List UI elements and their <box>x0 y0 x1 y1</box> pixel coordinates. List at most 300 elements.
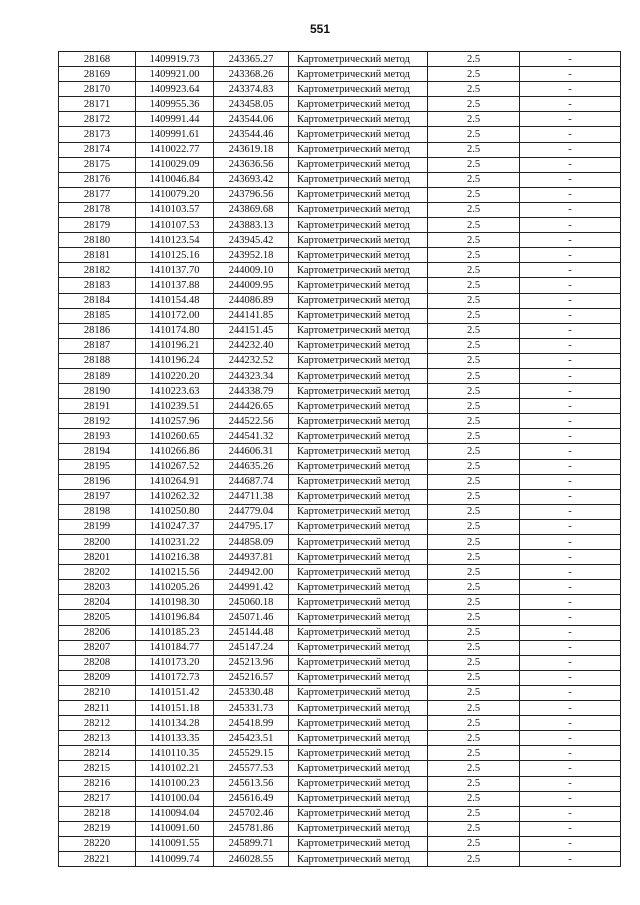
y-coordinate-cell: 243636.56 <box>214 157 289 172</box>
method-cell: Картометрический метод <box>289 323 428 338</box>
description-cell: - <box>520 52 621 67</box>
table-row <box>59 323 621 338</box>
accuracy-cell: 2.5 <box>428 414 520 429</box>
method-cell: Картометрический метод <box>289 429 428 444</box>
description-cell: - <box>520 202 621 217</box>
description-cell: - <box>520 655 621 670</box>
accuracy-cell: 2.5 <box>428 731 520 746</box>
accuracy-cell: 2.5 <box>428 263 520 278</box>
table-row <box>59 791 621 806</box>
accuracy-cell: 2.5 <box>428 384 520 399</box>
method-cell: Картометрический метод <box>289 625 428 640</box>
method-cell: Картометрический метод <box>289 218 428 233</box>
accuracy-cell: 2.5 <box>428 791 520 806</box>
accuracy-cell: 2.5 <box>428 142 520 157</box>
accuracy-cell: 2.5 <box>428 399 520 414</box>
x-coordinate-cell: 1410123.54 <box>136 233 214 248</box>
x-coordinate-cell: 1410094.04 <box>136 806 214 821</box>
table-row <box>59 655 621 670</box>
x-coordinate-cell: 1410196.21 <box>136 338 214 353</box>
x-coordinate-cell: 1409923.64 <box>136 82 214 97</box>
accuracy-cell: 2.5 <box>428 459 520 474</box>
method-cell: Картометрический метод <box>289 338 428 353</box>
table-row <box>59 550 621 565</box>
point-number-cell: 28193 <box>59 429 136 444</box>
table-row <box>59 535 621 550</box>
accuracy-cell: 2.5 <box>428 82 520 97</box>
method-cell: Картометрический метод <box>289 851 428 866</box>
table-row <box>59 278 621 293</box>
table-row <box>59 821 621 836</box>
method-cell: Картометрический метод <box>289 761 428 776</box>
method-cell: Картометрический метод <box>289 716 428 731</box>
y-coordinate-cell: 244711.38 <box>214 489 289 504</box>
description-cell: - <box>520 821 621 836</box>
y-coordinate-cell: 243374.83 <box>214 82 289 97</box>
accuracy-cell: 2.5 <box>428 580 520 595</box>
table-row <box>59 580 621 595</box>
method-cell: Картометрический метод <box>289 233 428 248</box>
method-cell: Картометрический метод <box>289 580 428 595</box>
description-cell: - <box>520 399 621 414</box>
method-cell: Картометрический метод <box>289 142 428 157</box>
point-number-cell: 28216 <box>59 776 136 791</box>
description-cell: - <box>520 731 621 746</box>
x-coordinate-cell: 1410125.16 <box>136 248 214 263</box>
table-row <box>59 202 621 217</box>
y-coordinate-cell: 244232.52 <box>214 353 289 368</box>
x-coordinate-cell: 1410185.23 <box>136 625 214 640</box>
method-cell: Картометрический метод <box>289 248 428 263</box>
table-row <box>59 233 621 248</box>
accuracy-cell: 2.5 <box>428 308 520 323</box>
x-coordinate-cell: 1410022.77 <box>136 142 214 157</box>
y-coordinate-cell: 245577.53 <box>214 761 289 776</box>
point-number-cell: 28173 <box>59 127 136 142</box>
accuracy-cell: 2.5 <box>428 610 520 625</box>
table-row <box>59 338 621 353</box>
method-cell: Картометрический метод <box>289 519 428 534</box>
description-cell: - <box>520 550 621 565</box>
point-number-cell: 28170 <box>59 82 136 97</box>
description-cell: - <box>520 625 621 640</box>
point-number-cell: 28204 <box>59 595 136 610</box>
point-number-cell: 28180 <box>59 233 136 248</box>
x-coordinate-cell: 1409991.44 <box>136 112 214 127</box>
x-coordinate-cell: 1410223.63 <box>136 384 214 399</box>
point-number-cell: 28186 <box>59 323 136 338</box>
point-number-cell: 28217 <box>59 791 136 806</box>
point-number-cell: 28185 <box>59 308 136 323</box>
y-coordinate-cell: 245613.56 <box>214 776 289 791</box>
point-number-cell: 28181 <box>59 248 136 263</box>
description-cell: - <box>520 595 621 610</box>
y-coordinate-cell: 244541.32 <box>214 429 289 444</box>
table-row <box>59 82 621 97</box>
x-coordinate-cell: 1410250.80 <box>136 504 214 519</box>
table-row <box>59 731 621 746</box>
description-cell: - <box>520 851 621 866</box>
accuracy-cell: 2.5 <box>428 97 520 112</box>
table-row <box>59 368 621 383</box>
x-coordinate-cell: 1410196.84 <box>136 610 214 625</box>
x-coordinate-cell: 1410046.84 <box>136 172 214 187</box>
accuracy-cell: 2.5 <box>428 127 520 142</box>
description-cell: - <box>520 806 621 821</box>
description-cell: - <box>520 429 621 444</box>
table-row <box>59 746 621 761</box>
accuracy-cell: 2.5 <box>428 685 520 700</box>
x-coordinate-cell: 1410264.91 <box>136 474 214 489</box>
method-cell: Картометрический метод <box>289 293 428 308</box>
accuracy-cell: 2.5 <box>428 429 520 444</box>
point-number-cell: 28202 <box>59 565 136 580</box>
y-coordinate-cell: 245071.46 <box>214 610 289 625</box>
y-coordinate-cell: 244779.04 <box>214 504 289 519</box>
x-coordinate-cell: 1410173.20 <box>136 655 214 670</box>
description-cell: - <box>520 248 621 263</box>
point-number-cell: 28205 <box>59 610 136 625</box>
y-coordinate-cell: 243458.05 <box>214 97 289 112</box>
table-row <box>59 248 621 263</box>
y-coordinate-cell: 244942.00 <box>214 565 289 580</box>
point-number-cell: 28212 <box>59 716 136 731</box>
accuracy-cell: 2.5 <box>428 293 520 308</box>
x-coordinate-cell: 1410172.00 <box>136 308 214 323</box>
table-row <box>59 806 621 821</box>
x-coordinate-cell: 1410137.88 <box>136 278 214 293</box>
y-coordinate-cell: 244606.31 <box>214 444 289 459</box>
method-cell: Картометрический метод <box>289 308 428 323</box>
method-cell: Картометрический метод <box>289 67 428 82</box>
x-coordinate-cell: 1410029.09 <box>136 157 214 172</box>
point-number-cell: 28190 <box>59 384 136 399</box>
method-cell: Картометрический метод <box>289 791 428 806</box>
method-cell: Картометрический метод <box>289 655 428 670</box>
method-cell: Картометрический метод <box>289 565 428 580</box>
table-row <box>59 459 621 474</box>
method-cell: Картометрический метод <box>289 640 428 655</box>
accuracy-cell: 2.5 <box>428 640 520 655</box>
method-cell: Картометрический метод <box>289 112 428 127</box>
accuracy-cell: 2.5 <box>428 836 520 851</box>
point-number-cell: 28207 <box>59 640 136 655</box>
accuracy-cell: 2.5 <box>428 218 520 233</box>
y-coordinate-cell: 246028.55 <box>214 851 289 866</box>
description-cell: - <box>520 67 621 82</box>
point-number-cell: 28203 <box>59 580 136 595</box>
x-coordinate-cell: 1410079.20 <box>136 187 214 202</box>
point-number-cell: 28200 <box>59 535 136 550</box>
point-number-cell: 28195 <box>59 459 136 474</box>
x-coordinate-cell: 1409921.00 <box>136 67 214 82</box>
y-coordinate-cell: 244991.42 <box>214 580 289 595</box>
point-number-cell: 28220 <box>59 836 136 851</box>
y-coordinate-cell: 244323.34 <box>214 368 289 383</box>
method-cell: Картометрический метод <box>289 746 428 761</box>
accuracy-cell: 2.5 <box>428 565 520 580</box>
y-coordinate-cell: 245330.48 <box>214 685 289 700</box>
description-cell: - <box>520 308 621 323</box>
table-row <box>59 489 621 504</box>
method-cell: Картометрический метод <box>289 836 428 851</box>
method-cell: Картометрический метод <box>289 701 428 716</box>
table-row <box>59 157 621 172</box>
table-row <box>59 293 621 308</box>
point-number-cell: 28210 <box>59 685 136 700</box>
table-row <box>59 851 621 866</box>
accuracy-cell: 2.5 <box>428 716 520 731</box>
x-coordinate-cell: 1410198.30 <box>136 595 214 610</box>
y-coordinate-cell: 245423.51 <box>214 731 289 746</box>
y-coordinate-cell: 243619.18 <box>214 142 289 157</box>
y-coordinate-cell: 245331.73 <box>214 701 289 716</box>
point-number-cell: 28189 <box>59 368 136 383</box>
accuracy-cell: 2.5 <box>428 248 520 263</box>
method-cell: Картометрический метод <box>289 399 428 414</box>
table-row <box>59 640 621 655</box>
y-coordinate-cell: 244635.26 <box>214 459 289 474</box>
point-number-cell: 28213 <box>59 731 136 746</box>
description-cell: - <box>520 414 621 429</box>
accuracy-cell: 2.5 <box>428 489 520 504</box>
accuracy-cell: 2.5 <box>428 746 520 761</box>
y-coordinate-cell: 243544.46 <box>214 127 289 142</box>
accuracy-cell: 2.5 <box>428 368 520 383</box>
method-cell: Картометрический метод <box>289 157 428 172</box>
x-coordinate-cell: 1409955.36 <box>136 97 214 112</box>
point-number-cell: 28169 <box>59 67 136 82</box>
y-coordinate-cell: 245702.46 <box>214 806 289 821</box>
description-cell: - <box>520 565 621 580</box>
point-number-cell: 28211 <box>59 701 136 716</box>
x-coordinate-cell: 1410262.32 <box>136 489 214 504</box>
method-cell: Картометрический метод <box>289 474 428 489</box>
accuracy-cell: 2.5 <box>428 595 520 610</box>
x-coordinate-cell: 1410247.37 <box>136 519 214 534</box>
x-coordinate-cell: 1409919.73 <box>136 52 214 67</box>
accuracy-cell: 2.5 <box>428 187 520 202</box>
method-cell: Картометрический метод <box>289 384 428 399</box>
method-cell: Картометрический метод <box>289 82 428 97</box>
table-row <box>59 142 621 157</box>
x-coordinate-cell: 1410267.52 <box>136 459 214 474</box>
point-number-cell: 28174 <box>59 142 136 157</box>
method-cell: Картометрический метод <box>289 610 428 625</box>
table-row <box>59 776 621 791</box>
y-coordinate-cell: 245213.96 <box>214 655 289 670</box>
accuracy-cell: 2.5 <box>428 821 520 836</box>
method-cell: Картометрический метод <box>289 685 428 700</box>
point-number-cell: 28218 <box>59 806 136 821</box>
point-number-cell: 28206 <box>59 625 136 640</box>
y-coordinate-cell: 244232.40 <box>214 338 289 353</box>
accuracy-cell: 2.5 <box>428 625 520 640</box>
description-cell: - <box>520 263 621 278</box>
method-cell: Картометрический метод <box>289 444 428 459</box>
description-cell: - <box>520 142 621 157</box>
point-number-cell: 28172 <box>59 112 136 127</box>
y-coordinate-cell: 243869.68 <box>214 202 289 217</box>
table-row <box>59 414 621 429</box>
description-cell: - <box>520 716 621 731</box>
description-cell: - <box>520 685 621 700</box>
y-coordinate-cell: 244086.89 <box>214 293 289 308</box>
table-row <box>59 67 621 82</box>
table-row <box>59 112 621 127</box>
table-row <box>59 595 621 610</box>
description-cell: - <box>520 791 621 806</box>
x-coordinate-cell: 1410154.48 <box>136 293 214 308</box>
accuracy-cell: 2.5 <box>428 444 520 459</box>
description-cell: - <box>520 187 621 202</box>
table-row <box>59 187 621 202</box>
accuracy-cell: 2.5 <box>428 776 520 791</box>
description-cell: - <box>520 836 621 851</box>
x-coordinate-cell: 1410137.70 <box>136 263 214 278</box>
y-coordinate-cell: 243796.56 <box>214 187 289 202</box>
method-cell: Картометрический метод <box>289 172 428 187</box>
x-coordinate-cell: 1410134.28 <box>136 716 214 731</box>
table-row <box>59 218 621 233</box>
description-cell: - <box>520 368 621 383</box>
method-cell: Картометрический метод <box>289 806 428 821</box>
x-coordinate-cell: 1410220.20 <box>136 368 214 383</box>
description-cell: - <box>520 338 621 353</box>
x-coordinate-cell: 1410091.60 <box>136 821 214 836</box>
x-coordinate-cell: 1410174.80 <box>136 323 214 338</box>
method-cell: Картометрический метод <box>289 127 428 142</box>
description-cell: - <box>520 489 621 504</box>
method-cell: Картометрический метод <box>289 187 428 202</box>
method-cell: Картометрический метод <box>289 368 428 383</box>
point-number-cell: 28177 <box>59 187 136 202</box>
point-number-cell: 28196 <box>59 474 136 489</box>
method-cell: Картометрический метод <box>289 670 428 685</box>
description-cell: - <box>520 157 621 172</box>
description-cell: - <box>520 776 621 791</box>
description-cell: - <box>520 610 621 625</box>
y-coordinate-cell: 244426.65 <box>214 399 289 414</box>
y-coordinate-cell: 244009.10 <box>214 263 289 278</box>
table-row <box>59 761 621 776</box>
x-coordinate-cell: 1410110.35 <box>136 746 214 761</box>
description-cell: - <box>520 761 621 776</box>
x-coordinate-cell: 1410196.24 <box>136 353 214 368</box>
point-number-cell: 28192 <box>59 414 136 429</box>
y-coordinate-cell: 245899.71 <box>214 836 289 851</box>
x-coordinate-cell: 1410184.77 <box>136 640 214 655</box>
point-number-cell: 28182 <box>59 263 136 278</box>
point-number-cell: 28215 <box>59 761 136 776</box>
method-cell: Картометрический метод <box>289 535 428 550</box>
y-coordinate-cell: 244009.95 <box>214 278 289 293</box>
description-cell: - <box>520 746 621 761</box>
x-coordinate-cell: 1410102.21 <box>136 761 214 776</box>
x-coordinate-cell: 1410151.42 <box>136 685 214 700</box>
accuracy-cell: 2.5 <box>428 233 520 248</box>
x-coordinate-cell: 1410216.38 <box>136 550 214 565</box>
method-cell: Картометрический метод <box>289 459 428 474</box>
description-cell: - <box>520 519 621 534</box>
x-coordinate-cell: 1410100.04 <box>136 791 214 806</box>
accuracy-cell: 2.5 <box>428 806 520 821</box>
accuracy-cell: 2.5 <box>428 519 520 534</box>
description-cell: - <box>520 701 621 716</box>
y-coordinate-cell: 243368.26 <box>214 67 289 82</box>
table-row <box>59 399 621 414</box>
x-coordinate-cell: 1410266.86 <box>136 444 214 459</box>
method-cell: Картометрический метод <box>289 353 428 368</box>
method-cell: Картометрический метод <box>289 202 428 217</box>
method-cell: Картометрический метод <box>289 263 428 278</box>
x-coordinate-cell: 1410257.96 <box>136 414 214 429</box>
table-row <box>59 172 621 187</box>
x-coordinate-cell: 1410107.53 <box>136 218 214 233</box>
table-row <box>59 127 621 142</box>
description-cell: - <box>520 112 621 127</box>
y-coordinate-cell: 244338.79 <box>214 384 289 399</box>
table-row <box>59 610 621 625</box>
description-cell: - <box>520 670 621 685</box>
coordinates-table-body <box>59 52 621 867</box>
method-cell: Картометрический метод <box>289 776 428 791</box>
y-coordinate-cell: 245529.15 <box>214 746 289 761</box>
table-row <box>59 701 621 716</box>
point-number-cell: 28188 <box>59 353 136 368</box>
description-cell: - <box>520 640 621 655</box>
point-number-cell: 28171 <box>59 97 136 112</box>
accuracy-cell: 2.5 <box>428 323 520 338</box>
x-coordinate-cell: 1410099.74 <box>136 851 214 866</box>
table-row <box>59 308 621 323</box>
point-number-cell: 28197 <box>59 489 136 504</box>
point-number-cell: 28168 <box>59 52 136 67</box>
method-cell: Картометрический метод <box>289 52 428 67</box>
point-number-cell: 28178 <box>59 202 136 217</box>
table-row <box>59 670 621 685</box>
description-cell: - <box>520 82 621 97</box>
description-cell: - <box>520 293 621 308</box>
description-cell: - <box>520 444 621 459</box>
x-coordinate-cell: 1410231.22 <box>136 535 214 550</box>
table-row <box>59 353 621 368</box>
table-row <box>59 52 621 67</box>
accuracy-cell: 2.5 <box>428 504 520 519</box>
x-coordinate-cell: 1410239.51 <box>136 399 214 414</box>
point-number-cell: 28214 <box>59 746 136 761</box>
table-row <box>59 565 621 580</box>
point-number-cell: 28201 <box>59 550 136 565</box>
accuracy-cell: 2.5 <box>428 278 520 293</box>
y-coordinate-cell: 243544.06 <box>214 112 289 127</box>
description-cell: - <box>520 459 621 474</box>
x-coordinate-cell: 1410100.23 <box>136 776 214 791</box>
point-number-cell: 28176 <box>59 172 136 187</box>
accuracy-cell: 2.5 <box>428 52 520 67</box>
accuracy-cell: 2.5 <box>428 338 520 353</box>
point-number-cell: 28221 <box>59 851 136 866</box>
method-cell: Картометрический метод <box>289 414 428 429</box>
x-coordinate-cell: 1410103.57 <box>136 202 214 217</box>
description-cell: - <box>520 218 621 233</box>
accuracy-cell: 2.5 <box>428 670 520 685</box>
y-coordinate-cell: 245147.24 <box>214 640 289 655</box>
point-number-cell: 28208 <box>59 655 136 670</box>
table-row <box>59 836 621 851</box>
y-coordinate-cell: 244687.74 <box>214 474 289 489</box>
y-coordinate-cell: 244522.56 <box>214 414 289 429</box>
